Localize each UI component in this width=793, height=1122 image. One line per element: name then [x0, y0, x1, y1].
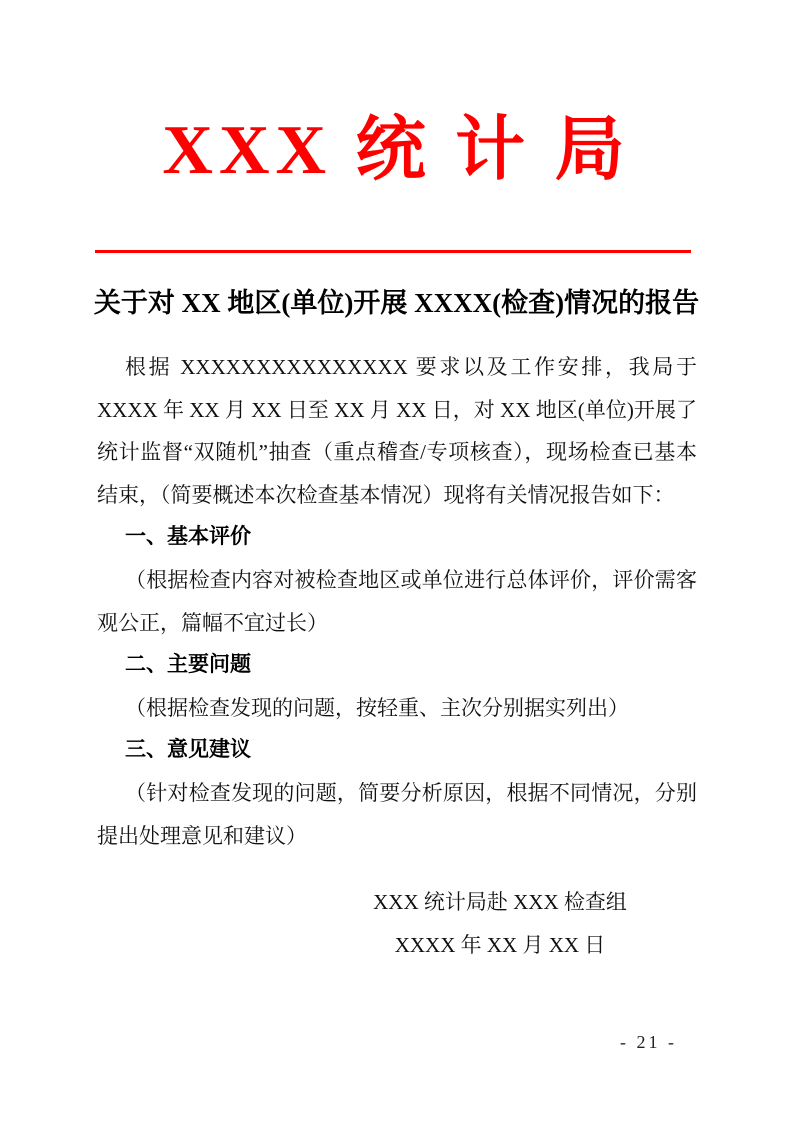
signature-signer: XXX 统计局赴 XXX 检查组 — [373, 890, 627, 914]
signature-date: XXXX 年 XX 月 XX 日 — [394, 932, 606, 957]
page-number: - 21 - — [620, 1032, 677, 1052]
agency-header-title: XXX 统 计 局 — [162, 112, 631, 189]
section-3-content: （针对检查发现的问题，简要分析原因，根据不同情况，分别提出处理意见和建议） — [97, 780, 697, 848]
section-2-content: （根据检查发现的问题，按轻重、主次分别据实列出） — [125, 695, 629, 720]
section-3-heading: 三、意见建议 — [125, 738, 251, 762]
section-2-heading: 二、主要问题 — [125, 653, 251, 677]
header-divider-line — [95, 250, 691, 253]
section-1-content: （根据检查内容对被检查地区或单位进行总体评价，评价需客观公正，篇幅不宜过长） — [97, 567, 697, 635]
document-body — [97, 346, 697, 857]
document-title: 关于对 XX 地区(单位)开展 XXXX(检查)情况的报告 — [93, 288, 700, 318]
intro-paragraph: 根据 XXXXXXXXXXXXXXX 要求以及工作安排，我局于 XXXX 年 XX 月 XX 日至 XX 月 XX 日，对 XX 地区(单位)开展了统计监督“双随机”抽查（重点稽查/专项核查），现场检查已基本结束，（简要概述本次检查基本情况）现将有关情况报告如下： — [97, 355, 697, 507]
signature-block — [300, 881, 700, 966]
section-1-heading: 一、基本评价 — [125, 525, 251, 549]
